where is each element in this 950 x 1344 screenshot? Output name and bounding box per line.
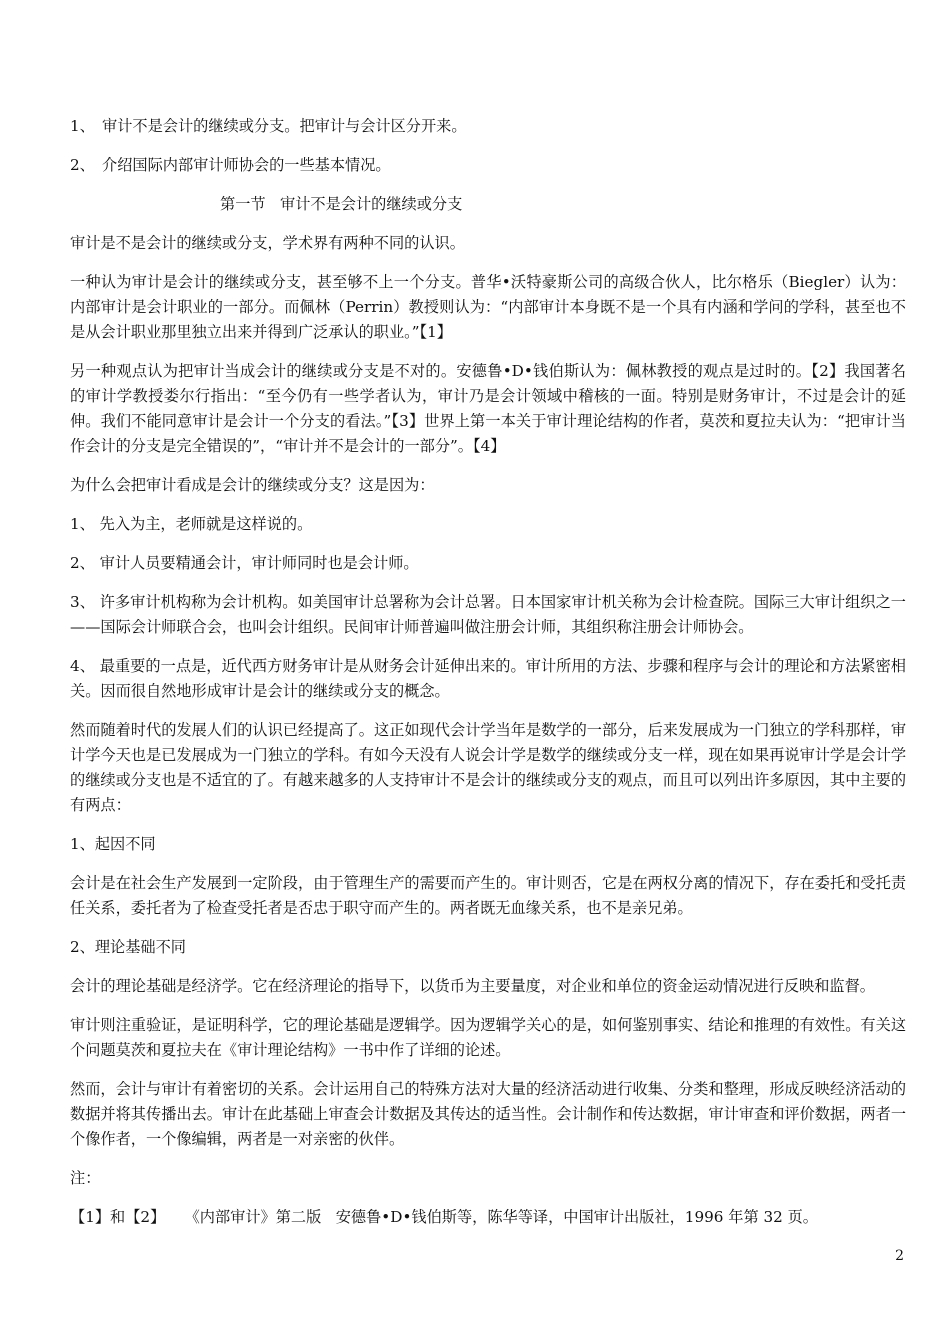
paragraph-view1: 一种认为审计是会计的继续或分支，甚至够不上一个分支。普华•沃特豪斯公司的高级合伙人，比尔格乐（Biegler）认为：内部审计是会计职业的一部分。而佩林（Perrin）教授则认为：“内部审计本身既不是一个具有内涵和学问的学科，甚至也不是从会计职业那里独立出来并得到广泛承认的职业。”【1】	[70, 273, 906, 341]
point-2-body-b: 审计则注重验证，是证明科学，它的理论基础是逻辑学。因为逻辑学关心的是，如何鉴别事实、结论和推理的有效性。有关这个问题莫茨和夏拉夫在《审计理论结构》一书中作了详细的论述。	[70, 1016, 906, 1059]
point-1-title: 1、起因不同	[70, 835, 156, 853]
objective-1	[70, 114, 906, 139]
paragraph-relation: 然而，会计与审计有着密切的关系。会计运用自己的特殊方法对大量的经济活动进行收集、分类和整理，形成反映经济活动的数据并将其传播出去。审计在此基础上审查会计数据及其传达的适当性。会计制作和传达数据，审计审查和评价数据，两者一个像作者，一个像编辑，两者是一对亲密的伙伴。	[70, 1080, 906, 1148]
point-2-body-a: 会计的理论基础是经济学。它在经济理论的指导下，以货币为主要量度，对企业和单位的资金运动情况进行反映和监督。	[70, 977, 875, 995]
reason-3: 3、 许多审计机构称为会计机构。如美国审计总署称为会计总署。日本国家审计机关称为会计检查院。国际三大审计组织之一——国际会计师联合会，也叫会计组织。民间审计师普遍叫做注册会计师，其组织称注册会计师协会。	[70, 593, 906, 636]
footnote-1: 【1】和【2】 《内部审计》第二版 安德鲁•D•钱伯斯等，陈华等译，中国审计出版社，1996 年第 32 页。	[70, 1208, 818, 1226]
paragraph-however: 然而随着时代的发展人们的认识已经提高了。这正如现代会计学当年是数学的一部分，后来发展成为一门独立的学科那样，审计学今天也是已发展成为一门独立的学科。有如今天没有人说会计学是数学的继续或分支一样，现在如果再说审计学是会计学的继续或分支也是不适宜的了。有越来越多的人支持审计不是会计的继续或分支的观点，而且可以列出许多原因，其中主要的有两点：	[70, 721, 906, 814]
reason-4: 4、 最重要的一点是，近代西方财务审计是从财务会计延伸出来的。审计所用的方法、步骤和程序与会计的理论和方法紧密相关。因而很自然地形成审计是会计的继续或分支的概念。	[70, 657, 906, 700]
paragraph-why: 为什么会把审计看成是会计的继续或分支？这是因为：	[70, 476, 435, 494]
objective-text: 审计不是会计的继续或分支。把审计与会计区分开来。	[102, 117, 467, 135]
objective-number: 2、	[70, 156, 95, 174]
section-title: 第一节 审计不是会计的继续或分支	[220, 195, 463, 213]
point-2-title: 2、理论基础不同	[70, 938, 186, 956]
document-body	[70, 114, 906, 1230]
page-number: 2	[895, 1248, 904, 1264]
objective-number: 1、	[70, 117, 95, 135]
point-1-body: 会计是在社会生产发展到一定阶段，由于管理生产的需要而产生的。审计则否，它是在两权分离的情况下，存在委托和受托责任关系，委托者为了检查受托者是否忠于职守而产生的。两者既无血缘关系，也不是亲兄弟。	[70, 874, 906, 917]
reason-1: 1、 先入为主，老师就是这样说的。	[70, 515, 313, 533]
paragraph-view2: 另一种观点认为把审计当成会计的继续或分支是不对的。安德鲁•D•钱伯斯认为：佩林教授的观点是过时的。【2】我国著名的审计学教授娄尔行指出：“至今仍有一些学者认为，审计乃是会计领域中稽核的一面。特别是财务审计，不过是会计的延伸。我们不能同意审计是会计一个分支的看法。”【3】世界上第一本关于审计理论结构的作者，莫茨和夏拉夫认为：“把审计当作会计的分支是完全错误的”，“审计并不是会计的一部分”。【4】	[70, 362, 906, 455]
paragraph-intro: 审计是不是会计的继续或分支，学术界有两种不同的认识。	[70, 234, 465, 252]
objective-text: 介绍国际内部审计师协会的一些基本情况。	[102, 156, 391, 174]
reason-2: 2、 审计人员要精通会计，审计师同时也是会计师。	[70, 554, 419, 572]
note-label: 注：	[70, 1169, 101, 1187]
objective-2	[70, 153, 906, 178]
